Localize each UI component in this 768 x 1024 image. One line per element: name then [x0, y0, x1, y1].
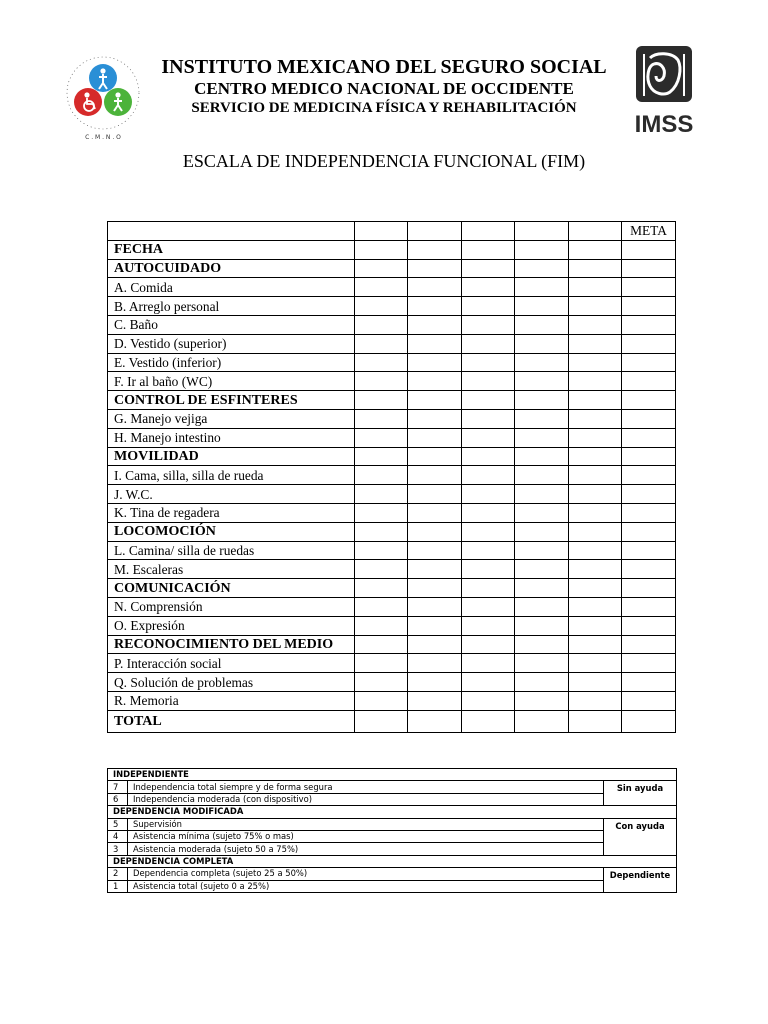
score-cell[interactable]: [515, 334, 569, 353]
meta-cell[interactable]: [622, 372, 676, 391]
score-number: 2: [108, 868, 128, 880]
score-cell[interactable]: [462, 691, 515, 710]
score-cell[interactable]: [569, 691, 622, 710]
rehabilitation-logo: [52, 42, 154, 144]
document-title: ESCALA DE INDEPENDENCIA FUNCIONAL (FIM): [182, 151, 586, 171]
item-label: D. Vestido (superior): [108, 334, 355, 353]
center-title: CENTRO MEDICO NACIONAL DE OCCIDENTE: [194, 79, 574, 98]
meta-cell[interactable]: [622, 278, 676, 297]
item-label: H. Manejo intestino: [108, 428, 355, 447]
score-description: Dependencia completa (sujeto 25 a 50%): [128, 868, 604, 880]
score-cell[interactable]: [515, 522, 569, 541]
score-cell[interactable]: [408, 353, 462, 372]
score-cell[interactable]: [355, 259, 408, 278]
header-titles: [158, 55, 610, 117]
score-cell[interactable]: [408, 541, 462, 560]
score-cell[interactable]: [462, 597, 515, 616]
score-cell[interactable]: [408, 447, 462, 466]
score-cell[interactable]: [515, 654, 569, 673]
score-cell[interactable]: [355, 654, 408, 673]
score-cell[interactable]: [408, 485, 462, 504]
fim-row: [108, 372, 676, 391]
fim-row: [108, 259, 676, 278]
header-empty-cell: [108, 222, 355, 241]
fim-row: [108, 654, 676, 673]
score-cell[interactable]: [515, 372, 569, 391]
score-cell[interactable]: [462, 560, 515, 579]
score-cell[interactable]: [569, 673, 622, 692]
score-cell[interactable]: [515, 278, 569, 297]
meta-cell[interactable]: [622, 560, 676, 579]
score-cell[interactable]: [569, 635, 622, 654]
score-cell[interactable]: [355, 635, 408, 654]
score-cell[interactable]: [462, 466, 515, 485]
score-cell[interactable]: [569, 503, 622, 522]
score-cell[interactable]: [569, 522, 622, 541]
score-cell[interactable]: [462, 353, 515, 372]
meta-cell[interactable]: [622, 635, 676, 654]
category-dependiente: Dependiente: [604, 868, 677, 893]
section-label: TOTAL: [108, 710, 355, 732]
meta-cell[interactable]: [622, 466, 676, 485]
score-cell[interactable]: [515, 503, 569, 522]
score-cell[interactable]: [355, 353, 408, 372]
category-sin-ayuda: Sin ayuda: [604, 781, 677, 806]
score-cell[interactable]: [515, 635, 569, 654]
score-cell[interactable]: [408, 503, 462, 522]
table-header-row: [108, 222, 676, 241]
meta-cell[interactable]: [622, 297, 676, 316]
score-cell[interactable]: [569, 560, 622, 579]
meta-cell[interactable]: [622, 654, 676, 673]
fim-row: [108, 334, 676, 353]
score-cell[interactable]: [515, 485, 569, 504]
score-cell[interactable]: [462, 541, 515, 560]
item-label: O. Expresión: [108, 616, 355, 635]
score-cell[interactable]: [569, 278, 622, 297]
score-description: Asistencia total (sujeto 0 a 25%): [128, 880, 604, 892]
score-description: Asistencia moderada (sujeto 50 a 75%): [128, 843, 604, 855]
score-cell[interactable]: [408, 522, 462, 541]
fim-score-table: [107, 221, 676, 733]
score-cell[interactable]: [355, 409, 408, 428]
fim-row: [108, 466, 676, 485]
meta-cell[interactable]: [622, 541, 676, 560]
meta-cell[interactable]: [622, 391, 676, 410]
score-cell[interactable]: [462, 278, 515, 297]
item-label: E. Vestido (inferior): [108, 353, 355, 372]
fim-row: [108, 673, 676, 692]
score-cell[interactable]: [355, 522, 408, 541]
item-label: R. Memoria: [108, 691, 355, 710]
score-cell[interactable]: [569, 372, 622, 391]
score-cell[interactable]: [408, 334, 462, 353]
fim-row: [108, 409, 676, 428]
score-cell[interactable]: [462, 334, 515, 353]
item-label: B. Arreglo personal: [108, 297, 355, 316]
section-label: MOVILIDAD: [108, 447, 355, 466]
item-label: Q. Solución de problemas: [108, 673, 355, 692]
fim-row: [108, 597, 676, 616]
score-cell[interactable]: [408, 691, 462, 710]
legend-row: [108, 781, 677, 793]
section-label: COMUNICACIÓN: [108, 579, 355, 598]
score-number: 1: [108, 880, 128, 892]
score-cell[interactable]: [515, 541, 569, 560]
section-label: RECONOCIMIENTO DEL MEDIO: [108, 635, 355, 654]
score-cell[interactable]: [408, 240, 462, 259]
score-cell[interactable]: [515, 353, 569, 372]
score-cell[interactable]: [355, 579, 408, 598]
legend-row: [108, 868, 677, 880]
date-column-2-header[interactable]: [408, 222, 462, 241]
score-cell[interactable]: [515, 447, 569, 466]
meta-cell[interactable]: [622, 503, 676, 522]
legend-row: [108, 843, 677, 855]
score-cell[interactable]: [462, 297, 515, 316]
score-cell[interactable]: [408, 616, 462, 635]
score-cell[interactable]: [355, 503, 408, 522]
meta-cell[interactable]: [622, 597, 676, 616]
fim-row: [108, 616, 676, 635]
service-title: SERVICIO DE MEDICINA FÍSICA Y REHABILITACIÓN: [191, 100, 577, 116]
score-cell[interactable]: [515, 579, 569, 598]
meta-cell[interactable]: [622, 673, 676, 692]
score-cell[interactable]: [569, 447, 622, 466]
svg-text:C . M . N . O: C . M . N . O: [85, 134, 121, 141]
score-cell[interactable]: [515, 297, 569, 316]
score-cell[interactable]: [569, 353, 622, 372]
score-cell[interactable]: [515, 673, 569, 692]
score-cell[interactable]: [355, 673, 408, 692]
score-cell[interactable]: [408, 710, 462, 732]
score-cell[interactable]: [515, 240, 569, 259]
meta-cell[interactable]: [622, 485, 676, 504]
score-cell[interactable]: [515, 466, 569, 485]
score-cell[interactable]: [408, 654, 462, 673]
score-cell[interactable]: [408, 278, 462, 297]
score-cell[interactable]: [355, 391, 408, 410]
item-label: K. Tina de regadera: [108, 503, 355, 522]
legend-heading-independiente: INDEPENDIENTE: [108, 769, 677, 781]
score-number: 5: [108, 818, 128, 830]
score-cell[interactable]: [569, 597, 622, 616]
meta-cell[interactable]: [622, 240, 676, 259]
fim-row: [108, 710, 676, 732]
score-description: Independencia moderada (con dispositivo): [128, 793, 604, 805]
meta-cell[interactable]: [622, 259, 676, 278]
score-cell[interactable]: [408, 372, 462, 391]
svg-text:IMSS: IMSS: [634, 111, 694, 138]
fim-row: [108, 315, 676, 334]
score-cell[interactable]: [569, 409, 622, 428]
item-label: A. Comida: [108, 278, 355, 297]
score-cell[interactable]: [462, 240, 515, 259]
meta-cell[interactable]: [622, 428, 676, 447]
score-cell[interactable]: [515, 315, 569, 334]
date-column-5-header[interactable]: [569, 222, 622, 241]
fim-row: [108, 297, 676, 316]
item-label: J. W.C.: [108, 485, 355, 504]
score-cell[interactable]: [462, 409, 515, 428]
score-cell[interactable]: [515, 259, 569, 278]
meta-cell[interactable]: [622, 315, 676, 334]
legend-heading-dependencia-modificada: DEPENDENCIA MODIFICADA: [108, 806, 677, 818]
score-cell[interactable]: [355, 560, 408, 579]
item-label: F. Ir al baño (WC): [108, 372, 355, 391]
score-cell[interactable]: [408, 391, 462, 410]
score-cell[interactable]: [569, 616, 622, 635]
meta-cell[interactable]: [622, 353, 676, 372]
score-cell[interactable]: [355, 428, 408, 447]
fim-row: [108, 447, 676, 466]
score-cell[interactable]: [569, 297, 622, 316]
score-cell[interactable]: [355, 372, 408, 391]
score-cell[interactable]: [355, 447, 408, 466]
legend-heading-dependencia-completa: DEPENDENCIA COMPLETA: [108, 855, 677, 867]
score-cell[interactable]: [408, 466, 462, 485]
fim-row: [108, 560, 676, 579]
score-cell[interactable]: [569, 654, 622, 673]
score-cell[interactable]: [462, 654, 515, 673]
meta-column-header: META: [622, 222, 676, 241]
score-cell[interactable]: [462, 428, 515, 447]
score-cell[interactable]: [462, 259, 515, 278]
meta-cell[interactable]: [622, 409, 676, 428]
score-cell[interactable]: [515, 616, 569, 635]
score-cell[interactable]: [355, 616, 408, 635]
score-cell[interactable]: [569, 710, 622, 732]
section-label: LOCOMOCIÓN: [108, 522, 355, 541]
item-label: C. Baño: [108, 315, 355, 334]
score-cell[interactable]: [408, 597, 462, 616]
fim-row: [108, 278, 676, 297]
fim-row: [108, 579, 676, 598]
fim-row: [108, 541, 676, 560]
score-cell[interactable]: [408, 579, 462, 598]
score-cell[interactable]: [355, 240, 408, 259]
fim-row: [108, 240, 676, 259]
fim-row: [108, 522, 676, 541]
score-cell[interactable]: [569, 334, 622, 353]
score-cell[interactable]: [408, 635, 462, 654]
score-cell[interactable]: [408, 315, 462, 334]
document-header: [0, 0, 768, 150]
score-number: 3: [108, 843, 128, 855]
fim-row: [108, 428, 676, 447]
score-cell[interactable]: [408, 259, 462, 278]
meta-cell[interactable]: [622, 447, 676, 466]
score-cell[interactable]: [408, 560, 462, 579]
score-cell[interactable]: [355, 466, 408, 485]
score-cell[interactable]: [515, 428, 569, 447]
score-cell[interactable]: [515, 560, 569, 579]
score-cell[interactable]: [355, 334, 408, 353]
score-cell[interactable]: [462, 391, 515, 410]
score-description: Independencia total siempre y de forma segura: [128, 781, 604, 793]
item-label: P. Interacción social: [108, 654, 355, 673]
date-column-3-header[interactable]: [462, 222, 515, 241]
meta-cell[interactable]: [622, 616, 676, 635]
score-cell[interactable]: [462, 372, 515, 391]
score-number: 4: [108, 830, 128, 842]
item-label: I. Cama, silla, silla de rueda: [108, 466, 355, 485]
score-description: Asistencia mínima (sujeto 75% o mas): [128, 830, 604, 842]
fim-row: [108, 391, 676, 410]
date-column-4-header[interactable]: [515, 222, 569, 241]
section-label: AUTOCUIDADO: [108, 259, 355, 278]
score-cell[interactable]: [462, 579, 515, 598]
score-number: 7: [108, 781, 128, 793]
score-cell[interactable]: [462, 447, 515, 466]
score-cell[interactable]: [462, 315, 515, 334]
score-cell[interactable]: [355, 278, 408, 297]
item-label: M. Escaleras: [108, 560, 355, 579]
score-cell[interactable]: [355, 315, 408, 334]
legend-row: [108, 769, 677, 781]
score-cell[interactable]: [569, 391, 622, 410]
meta-cell[interactable]: [622, 334, 676, 353]
legend-row: [108, 880, 677, 892]
score-cell[interactable]: [462, 710, 515, 732]
score-cell[interactable]: [569, 240, 622, 259]
imss-logo: [626, 44, 702, 138]
score-cell[interactable]: [515, 691, 569, 710]
score-cell[interactable]: [462, 635, 515, 654]
date-column-1-header[interactable]: [355, 222, 408, 241]
score-cell[interactable]: [462, 616, 515, 635]
score-cell[interactable]: [355, 541, 408, 560]
meta-cell[interactable]: [622, 691, 676, 710]
meta-cell[interactable]: [622, 579, 676, 598]
legend-row: [108, 806, 677, 818]
legend-row: [108, 830, 677, 842]
fim-row: [108, 691, 676, 710]
scoring-legend-table: [107, 768, 677, 893]
score-cell[interactable]: [515, 710, 569, 732]
legend-row: [108, 793, 677, 805]
legend-row: [108, 818, 677, 830]
item-label: G. Manejo vejiga: [108, 409, 355, 428]
score-cell[interactable]: [569, 485, 622, 504]
score-cell[interactable]: [355, 691, 408, 710]
score-cell[interactable]: [408, 297, 462, 316]
score-number: 6: [108, 793, 128, 805]
score-cell[interactable]: [569, 259, 622, 278]
score-description: Supervisión: [128, 818, 604, 830]
score-cell[interactable]: [515, 597, 569, 616]
score-cell[interactable]: [462, 522, 515, 541]
score-cell[interactable]: [569, 579, 622, 598]
score-cell[interactable]: [569, 541, 622, 560]
score-cell[interactable]: [355, 297, 408, 316]
score-cell[interactable]: [355, 485, 408, 504]
meta-cell[interactable]: [622, 710, 676, 732]
category-con-ayuda: Con ayuda: [604, 818, 677, 855]
item-label: L. Camina/ silla de ruedas: [108, 541, 355, 560]
score-cell[interactable]: [355, 710, 408, 732]
fim-row: [108, 635, 676, 654]
section-label: CONTROL DE ESFINTERES: [108, 391, 355, 410]
score-cell[interactable]: [569, 315, 622, 334]
fim-row: [108, 353, 676, 372]
score-cell[interactable]: [462, 503, 515, 522]
section-label: FECHA: [108, 240, 355, 259]
fim-row: [108, 503, 676, 522]
meta-cell[interactable]: [622, 522, 676, 541]
score-cell[interactable]: [355, 597, 408, 616]
score-cell[interactable]: [408, 409, 462, 428]
score-cell[interactable]: [408, 428, 462, 447]
score-cell[interactable]: [569, 466, 622, 485]
score-cell[interactable]: [515, 409, 569, 428]
score-cell[interactable]: [462, 485, 515, 504]
legend-row: [108, 855, 677, 867]
score-cell[interactable]: [569, 428, 622, 447]
score-cell[interactable]: [462, 673, 515, 692]
score-cell[interactable]: [408, 673, 462, 692]
item-label: N. Comprensión: [108, 597, 355, 616]
score-cell[interactable]: [515, 391, 569, 410]
fim-row: [108, 485, 676, 504]
institution-title: INSTITUTO MEXICANO DEL SEGURO SOCIAL: [161, 56, 607, 78]
